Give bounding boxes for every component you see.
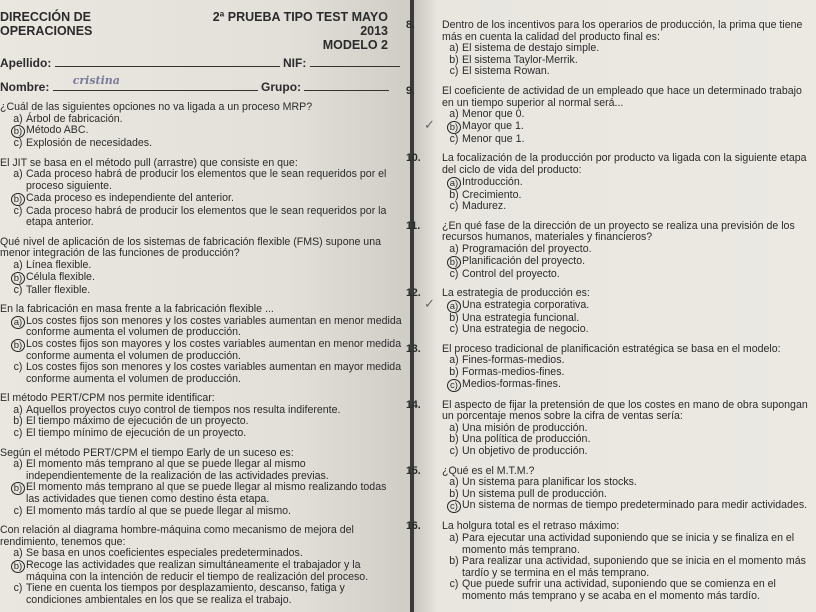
option-text: Fines-formas-medios.: [462, 354, 565, 367]
question-stem: [0, 525, 402, 548]
option-letter: b): [449, 53, 459, 66]
option-letter: a): [13, 547, 23, 560]
question: [406, 19, 816, 78]
option-letter: b): [447, 256, 461, 269]
answer-option[interactable]: [10, 169, 402, 192]
question-stem: [406, 520, 816, 533]
question-text: La holgura total es el retraso máximo:: [442, 520, 620, 533]
option-text: Menor que 0.: [462, 108, 525, 121]
option-letter: a): [449, 421, 459, 434]
question-number: 16.: [406, 520, 421, 533]
answer-option[interactable]: [446, 367, 816, 379]
option-list: [10, 260, 402, 296]
option-text: Una estrategia de negocio.: [462, 323, 589, 336]
check-mark-icon: ✓: [424, 295, 435, 311]
nif-label: NIF:: [283, 56, 307, 70]
apellido-label: Apellido:: [0, 56, 52, 70]
option-text: Que puede sufrir una actividad, suponiendo que se comienza en el momento más temprano y se acaba en el momento más tardío.: [462, 578, 776, 602]
question-stem: [0, 304, 402, 316]
option-text: Método ABC.: [26, 124, 89, 137]
option-text: Un sistema para planificar los stocks.: [462, 476, 637, 489]
question-text: El método PERT/CPM nos permite identificar:: [0, 392, 215, 405]
option-text: Un sistema pull de producción.: [462, 487, 607, 500]
question-text: Con relación al diagrama hombre-máquina como mecanismo de mejora del rendimiento, tenemos que:: [0, 524, 354, 548]
question-number: 9.: [406, 84, 415, 97]
option-letter: a): [11, 316, 25, 329]
nombre-label: Nombre:: [0, 80, 50, 94]
answer-option[interactable]: [10, 583, 402, 606]
option-text: Crecimiento.: [462, 188, 522, 201]
option-text: Taller flexible.: [26, 283, 91, 296]
option-letter: a): [13, 258, 23, 271]
exam-title: 2ª PRUEBA TIPO TEST MAYO 2013: [212, 10, 388, 38]
question: [0, 102, 402, 150]
option-list: [10, 405, 402, 440]
option-text: Programación del proyecto.: [462, 242, 592, 255]
question-stem: [0, 237, 402, 260]
question-stem: [406, 398, 816, 423]
question-text: La focalización de la producción por producto va ligada con la siguiente etapa del ciclo de vida del producto:: [442, 152, 807, 176]
question: [406, 152, 816, 213]
option-letter: a): [449, 354, 459, 367]
question-text: Dentro de los incentivos para los operarios de producción, la prima que tiene más en cuenta la calidad del producto final es:: [442, 19, 803, 43]
answer-option[interactable]: [10, 560, 402, 583]
option-letter: a): [13, 403, 23, 416]
answer-option[interactable]: [10, 506, 402, 518]
answer-option[interactable]: [10, 482, 402, 505]
exam-header: [0, 10, 402, 52]
option-letter: a): [449, 242, 459, 255]
question-stem: [0, 393, 402, 405]
question-number: 15.: [406, 464, 421, 477]
option-letter: a): [449, 42, 459, 55]
course-title: DIRECCIÓN DE OPERACIONES: [0, 10, 93, 38]
answer-option[interactable]: [424, 116, 816, 134]
question-text: ¿Qué es el M.T.M.?: [442, 464, 535, 477]
option-letter: c): [447, 379, 461, 392]
question-stem: [0, 448, 402, 460]
question-text: El aspecto de fijar la pretensión de que los costes en mano de obra supongan un porcentaje menos sobre la cifra de ventas sería:: [442, 398, 808, 423]
option-text: Recoge las actividades que realizan simultáneamente el trabajador y la máquina con la intención de reducir el tiempo de realización del proceso.: [26, 559, 369, 583]
option-text: Madurez.: [462, 200, 507, 213]
question: [406, 398, 816, 458]
question-stem: [406, 84, 816, 109]
answer-option[interactable]: [10, 285, 402, 297]
option-text: El tiempo mínimo de ejecución de un proyecto.: [26, 427, 247, 440]
answer-option[interactable]: [446, 379, 816, 392]
answer-option[interactable]: [446, 109, 816, 121]
option-letter: b): [449, 487, 459, 500]
question-text: ¿Cuál de las siguientes opciones no va ligada a un proceso MRP?: [0, 101, 313, 113]
option-letter: b): [11, 125, 25, 138]
question-text: En la fabricación en masa frente a la fabricación flexible ...: [0, 303, 274, 316]
option-letter: a): [449, 476, 459, 489]
option-text: Planificación del proyecto.: [462, 254, 586, 267]
question-stem: [406, 287, 816, 300]
option-text: Los costes fijos son menores y los costes variables aumentan en menor medida conforme aumenta el volumen de producción.: [26, 314, 402, 339]
option-text: Mayor que 1.: [462, 119, 524, 132]
option-list: [446, 477, 816, 513]
question-text: El JIT se basa en el método pull (arrastre) que consiste en que:: [0, 156, 298, 169]
option-letter: a): [13, 458, 23, 471]
option-text: Cada proceso habrá de producir los elementos que le sean requeridos por la etapa anterior.: [26, 204, 387, 229]
option-list: [446, 177, 816, 213]
answer-option[interactable]: [446, 256, 816, 269]
option-text: Introducción.: [462, 175, 523, 188]
answer-option[interactable]: [10, 316, 402, 339]
question-stem: [0, 102, 402, 114]
answer-option[interactable]: [10, 272, 402, 285]
question-stem: [406, 19, 816, 43]
option-letter: c): [449, 578, 459, 591]
option-letter: b): [449, 366, 459, 379]
option-text: Un objetivo de producción.: [462, 445, 588, 458]
answer-option[interactable]: [10, 260, 402, 272]
option-letter: b): [11, 193, 25, 206]
option-text: Una política de producción.: [462, 433, 591, 446]
question-number: 10.: [406, 152, 421, 165]
option-list: [446, 43, 816, 78]
exam-model: MODELO 2: [322, 38, 388, 52]
answer-option[interactable]: [446, 201, 816, 213]
option-letter: c): [449, 445, 459, 458]
option-text: El momento más tardío al que se puede llegar al mismo.: [26, 504, 291, 517]
option-letter: c): [449, 65, 459, 78]
option-list: [446, 355, 816, 391]
option-text: Árbol de fabricación.: [26, 112, 123, 125]
question: [406, 464, 816, 514]
option-letter: a): [447, 177, 461, 190]
answer-option[interactable]: [446, 269, 816, 281]
option-text: El momento más temprano al que se puede llegar al mismo realizando todas las actividades que tienen como destino ésta etapa.: [26, 481, 387, 506]
answer-option[interactable]: [446, 500, 816, 513]
option-letter: a): [449, 108, 459, 121]
option-text: Cada proceso habrá de producir los elementos que le sean requeridos por el proceso siguiente.: [26, 168, 387, 192]
option-text: Línea flexible.: [26, 258, 92, 271]
option-letter: b): [13, 415, 23, 428]
option-letter: c): [449, 267, 459, 280]
option-text: Se basa en unos coeficientes especiales predeterminados.: [26, 547, 303, 560]
question: [0, 237, 402, 296]
option-text: Tiene en cuenta los tiempos por desplazamiento, descanso, fatiga y condiciones ambientales en los que se realiza el trabajo.: [26, 582, 345, 606]
question-stem: [406, 152, 816, 176]
option-letter: b): [11, 339, 25, 352]
option-letter: c): [449, 323, 459, 336]
answer-option[interactable]: [10, 362, 402, 385]
option-text: Una misión de producción.: [462, 421, 588, 434]
question: [0, 525, 402, 606]
question-number: 12.: [406, 287, 421, 300]
option-letter: b): [447, 121, 461, 134]
right-exam-page: [406, 0, 816, 612]
option-list: [446, 423, 816, 458]
option-letter: b): [449, 433, 459, 446]
question-number: 11.: [406, 219, 421, 232]
grupo-field[interactable]: [304, 80, 389, 91]
question: [0, 393, 402, 439]
apellido-row: [0, 56, 402, 70]
answer-option[interactable]: [10, 428, 402, 440]
nif-field[interactable]: [310, 56, 400, 67]
option-list: [424, 295, 816, 336]
option-text: Explosión de necesidades.: [26, 137, 153, 150]
option-text: Para ejecutar una actividad suponiendo que se inicia y se finaliza en el momento más temprano.: [462, 532, 795, 556]
option-list: [424, 108, 816, 145]
question-text: La estrategia de producción es:: [442, 287, 590, 300]
question-stem: [406, 464, 816, 478]
question: [0, 158, 402, 229]
option-text: Cada proceso es independiente del anterior.: [26, 191, 234, 204]
option-letter: a): [13, 112, 23, 125]
answer-option[interactable]: [10, 459, 402, 482]
check-mark-icon: ✓: [424, 116, 435, 132]
option-list: [10, 459, 402, 517]
answer-option[interactable]: [10, 339, 402, 362]
option-text: El sistema de destajo simple.: [462, 42, 600, 55]
question-text: ¿En qué fase de la dirección de un proyecto se realiza una previsión de los recursos humanos, materiales y financieros?: [442, 219, 795, 244]
option-letter: c): [13, 582, 23, 595]
answer-option[interactable]: [446, 134, 816, 146]
answer-option[interactable]: [446, 556, 816, 579]
question: [0, 304, 402, 385]
option-letter: c): [13, 283, 23, 296]
option-letter: b): [449, 311, 459, 324]
option-letter: a): [449, 532, 459, 544]
option-text: Una estrategia funcional.: [462, 311, 580, 324]
option-text: Los costes fijos son menores y los costes variables aumentan en mayor medida conforme aumenta el volumen de producción.: [26, 361, 402, 385]
answer-option[interactable]: [10, 206, 402, 229]
nombre-row: [0, 74, 402, 94]
option-letter: b): [449, 188, 459, 201]
answer-option[interactable]: [446, 446, 816, 458]
answer-option[interactable]: [446, 244, 816, 256]
question-stem: [406, 219, 816, 244]
exam-heading: [184, 10, 388, 52]
question-number: 8.: [406, 19, 415, 31]
option-letter: c): [449, 132, 459, 145]
answer-option[interactable]: [446, 66, 816, 78]
option-letter: c): [449, 200, 459, 213]
option-letter: a): [447, 300, 461, 313]
option-text: Menor que 1.: [462, 132, 525, 145]
question-text: El coeficiente de actividad de un empleado que hace un determinado trabajo en un tiempo superior al normal será...: [442, 84, 802, 109]
option-text: El momento más temprano al que se puede llegar al mismo independientemente de la realización de las actividades previas.: [26, 458, 329, 482]
answer-option[interactable]: [446, 177, 816, 190]
nombre-field[interactable]: [53, 74, 258, 91]
answer-option[interactable]: [10, 193, 402, 206]
answer-option[interactable]: [446, 533, 816, 556]
option-text: Para realizar una actividad, suponiendo que se inicia en el momento más tardío y se termina en el más temprano.: [462, 555, 806, 579]
option-list: [10, 548, 402, 606]
option-text: Control del proyecto.: [462, 267, 560, 280]
right-question-list: [406, 19, 816, 603]
option-text: Una estrategia corporativa.: [462, 298, 590, 311]
question-stem: [406, 342, 816, 356]
option-text: Un sistema de normas de tiempo predeterminado para medir actividades.: [462, 499, 808, 512]
question-stem: [0, 158, 402, 170]
question: [406, 84, 816, 145]
option-text: El sistema Rowan.: [462, 65, 550, 78]
question: [406, 520, 816, 602]
question-text: Según el método PERT/CPM el tiempo Early de un suceso es:: [0, 446, 294, 459]
grupo-label: Grupo:: [261, 80, 302, 94]
option-letter: b): [11, 272, 25, 285]
option-text: Los costes fijos son mayores y los costes variables aumentan en menor medida conforme aumenta el volumen de producción.: [26, 337, 402, 362]
answer-option[interactable]: [446, 579, 816, 602]
option-list: [10, 169, 402, 228]
option-letter: b): [449, 555, 459, 568]
option-letter: c): [13, 504, 23, 517]
option-text: El sistema Taylor-Merrik.: [462, 53, 578, 66]
option-letter: c): [447, 500, 461, 513]
question: [0, 448, 402, 518]
option-list: [446, 244, 816, 280]
question-text: El proceso tradicional de planificación estratégica se basa en el modelo:: [442, 342, 781, 355]
answer-option[interactable]: [424, 295, 816, 313]
question-text: Qué nivel de aplicación de los sistemas de fabricación flexible (FMS) supone una menor integración de las funciones de producción?: [0, 235, 381, 260]
nombre-handwriting: cristina: [72, 74, 120, 87]
option-letter: b): [11, 482, 25, 495]
question-number: 14.: [406, 398, 421, 411]
question: [406, 287, 816, 336]
question-number: 13.: [406, 342, 421, 355]
option-letter: c): [13, 204, 23, 217]
question: [406, 219, 816, 280]
answer-option[interactable]: [10, 138, 402, 150]
option-text: Célula flexible.: [26, 270, 95, 283]
option-letter: c): [13, 361, 23, 374]
option-list: [10, 316, 402, 386]
apellido-field[interactable]: [55, 56, 280, 67]
question: [406, 342, 816, 392]
option-letter: c): [13, 137, 23, 150]
option-list: [446, 533, 816, 603]
option-letter: c): [13, 427, 23, 440]
option-text: El tiempo máximo de ejecución de un proyecto.: [26, 415, 249, 428]
option-letter: a): [13, 168, 23, 181]
option-text: Formas-medios-fines.: [462, 366, 565, 379]
option-text: Medios-formas-fines.: [462, 377, 561, 390]
option-text: Aquellos proyectos cuyo control de tiempos nos resulta indiferente.: [26, 403, 341, 416]
option-letter: b): [11, 560, 25, 573]
left-question-list: [0, 102, 402, 606]
answer-option[interactable]: [446, 324, 816, 336]
option-list: [10, 114, 402, 150]
